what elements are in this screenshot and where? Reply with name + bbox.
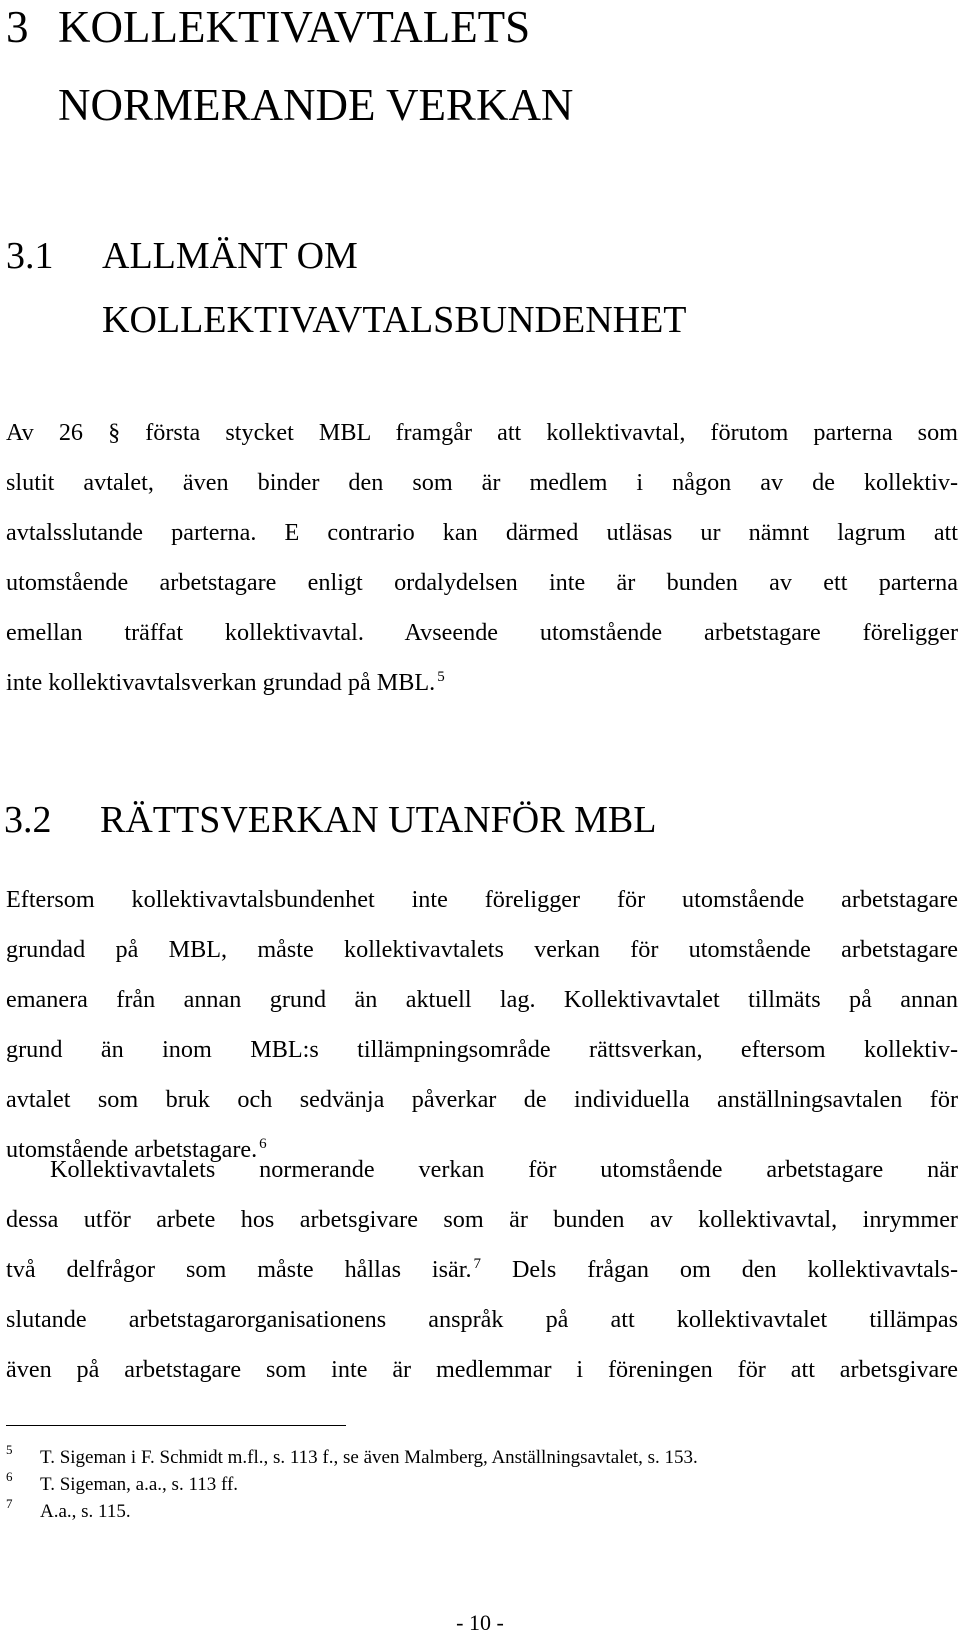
- text-line-content: Dels frågan om den kollektivavtals-: [511, 1256, 958, 1283]
- text-line: även på arbetstagare som inte är medlemmar i föreningen för att arbetsgivare: [6, 1356, 958, 1383]
- section-number: 3.2: [4, 799, 52, 841]
- footnote-ref-7[interactable]: 7: [473, 1256, 482, 1272]
- section-3-2-paragraph-2: [6, 1145, 958, 1395]
- footnote-text: A.a., s. 115.: [40, 1501, 131, 1522]
- section-3-2-paragraph-1: [6, 875, 958, 1175]
- text-line-content: två delfrågor som måste hållas isär.: [6, 1256, 472, 1283]
- chapter-title-line1: KOLLEKTIVAVTALETS: [58, 2, 531, 52]
- footnote-text: T. Sigeman, a.a., s. 113 ff.: [40, 1474, 239, 1495]
- section-number: 3.1: [6, 235, 54, 277]
- text-line: [6, 1245, 958, 1295]
- text-line: slutit avtalet, även binder den som är medlem i någon av de kollektiv-: [6, 469, 958, 496]
- footnote-number: 6: [6, 1469, 13, 1484]
- text-line: Eftersom kollektivavtalsbundenhet inte föreligger för utomstående arbetstagare: [6, 886, 958, 913]
- chapter-number: 3: [6, 2, 29, 52]
- section-heading-3-2: [4, 788, 656, 852]
- text-line: emanera från annan grund än aktuell lag. Kollektivavtalet tillmäts på annan: [6, 986, 958, 1013]
- chapter-title-line2: NORMERANDE VERKAN: [58, 80, 574, 130]
- text-line: slutande arbetstagarorganisationens anspråk på att kollektivavtalet tillämpas: [6, 1306, 958, 1333]
- section-title-line2: KOLLEKTIVAVTALSBUNDENHET: [102, 299, 687, 341]
- text-line: emellan träffat kollektivavtal. Avseende utomstående arbetstagare föreligger: [6, 619, 958, 646]
- footnote-7: [6, 1498, 956, 1525]
- text-line-content: utomstående arbetstagare.: [6, 1136, 258, 1163]
- page-number: - 10 -: [456, 1610, 504, 1635]
- footnote-ref-6[interactable]: 6: [259, 1136, 267, 1152]
- section-3-1-paragraph: [6, 408, 958, 708]
- text-line: avtalet som bruk och sedvänja påverkar de individuella anställningsavtalen för: [6, 1086, 958, 1113]
- text-line: Av 26 § första stycket MBL framgår att kollektivavtal, förutom parterna som: [6, 419, 958, 446]
- section-heading-3-1: [6, 224, 687, 352]
- text-line: [6, 658, 958, 708]
- text-line-content: inte kollektivavtalsverkan grundad på MBL.: [6, 669, 436, 696]
- footnote-text: T. Sigeman i F. Schmidt m.fl., s. 113 f., se även Malmberg, Anställningsavtalet, s. 153.: [40, 1447, 698, 1468]
- text-line: Kollektivavtalets normerande verkan för utomstående arbetstagare när: [50, 1156, 958, 1183]
- text-line: grund än inom MBL:s tillämpningsområde rättsverkan, eftersom kollektiv-: [6, 1036, 958, 1063]
- footnotes: [6, 1444, 956, 1525]
- footnote-number: 7: [6, 1496, 13, 1511]
- section-title: RÄTTSVERKAN UTANFÖR MBL: [100, 799, 657, 841]
- footnote-5: [6, 1444, 956, 1471]
- text-line: dessa utför arbete hos arbetsgivare som är bunden av kollektivavtal, inrymmer: [6, 1206, 958, 1233]
- text-line: utomstående arbetstagare enligt ordalydelsen inte är bunden av ett parterna: [6, 569, 958, 596]
- text-line: grundad på MBL, måste kollektivavtalets verkan för utomstående arbetstagare: [6, 936, 958, 963]
- footnote-6: [6, 1471, 956, 1498]
- text-line: avtalsslutande parterna. E contrario kan därmed utläsas ur nämnt lagrum att: [6, 519, 958, 546]
- footnote-number: 5: [6, 1442, 13, 1457]
- section-title-line1: ALLMÄNT OM: [102, 235, 358, 277]
- footnote-ref-5[interactable]: 5: [437, 669, 445, 685]
- chapter-heading: [6, 0, 573, 144]
- footnote-separator: [6, 1425, 346, 1426]
